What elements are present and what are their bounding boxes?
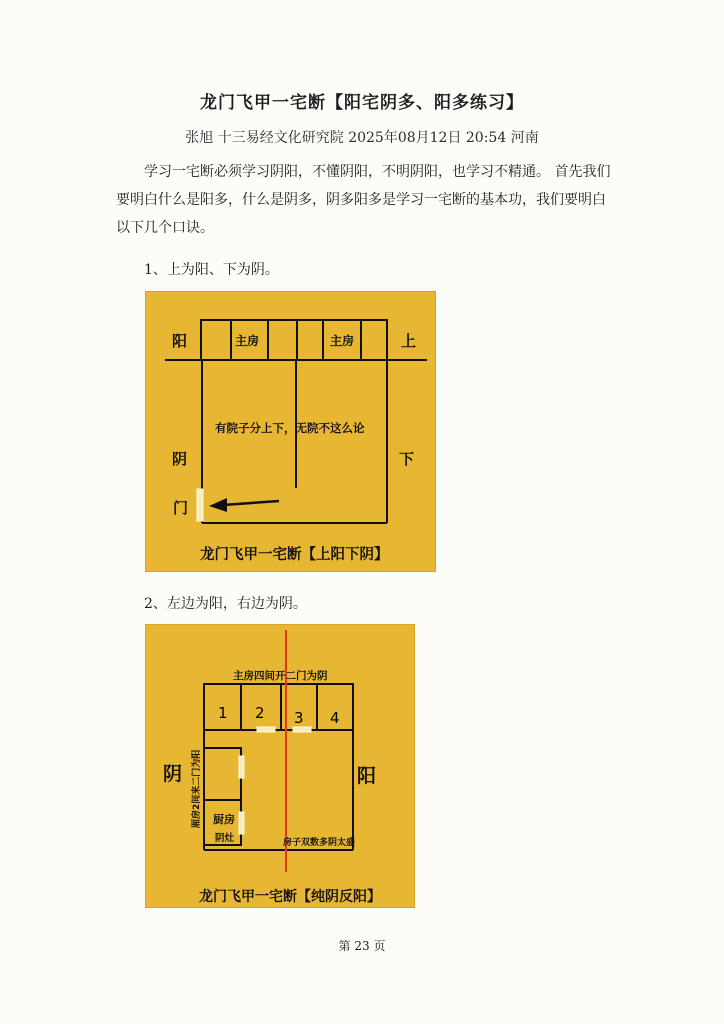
article-byline: 张旭 十三易经文化研究院 2025年08月12日 20:54 河南: [185, 130, 539, 146]
door-mark: [197, 489, 203, 521]
label-bottom-note: 房子双数多阴太盛: [283, 838, 356, 848]
label-main-room-b: 主房: [330, 334, 355, 348]
label-room-3: 3: [294, 709, 304, 727]
main-house-row: [201, 320, 387, 360]
figure2-caption: 龙门飞甲一宅断【纯阴反阳】: [199, 889, 381, 905]
label-side-room-note: 厢房2间来二门为阳: [192, 749, 202, 828]
figure-pure-yin-reverse-yang: [145, 624, 415, 908]
label-yang: 阳: [172, 332, 188, 350]
page-number: 第 23 页: [338, 939, 386, 953]
label-courtyard-note: 有院子分上下，无院不这么论: [215, 421, 365, 435]
label-door: 门: [173, 499, 189, 517]
intro-paragraph: 学习一宅断必须学习阴阳，不懂阴阳，不明阴阳，也学习不精通。 首先我们要明白什么是阳多，什么是阴多，阴多阳多是学习一宅断的基本功，我们要明白以下几个口诀。: [116, 164, 611, 236]
label-stove: 阴灶: [215, 833, 235, 844]
door-mark-side-2: [239, 812, 244, 834]
arrow-shaft: [223, 501, 279, 505]
article-title: 龙门飞甲一宅断【阳宅阴多、阳多练习】: [200, 93, 524, 113]
label-main-house-note: 主房四间开二门为阴: [233, 670, 328, 682]
label-xia: 下: [399, 450, 415, 468]
label-shang: 上: [401, 332, 417, 350]
door-mark-3: [293, 727, 311, 732]
figure1-diagram: [145, 291, 436, 572]
label-yang: 阳: [357, 765, 377, 787]
arrow-head: [209, 498, 227, 512]
label-room-1: 1: [218, 704, 228, 722]
door-mark-2: [257, 727, 275, 732]
figure2-diagram: [145, 624, 415, 908]
section-heading-2: 2、左边为阳，右边为阴。: [144, 596, 307, 612]
label-room-4: 4: [330, 709, 340, 727]
label-yin: 阴: [172, 450, 188, 468]
label-main-room-a: 主房: [235, 334, 260, 348]
section-heading-1: 1、上为阳、下为阴。: [144, 262, 279, 278]
label-kitchen: 厨房: [213, 813, 235, 826]
label-room-2: 2: [255, 704, 265, 722]
door-mark-side-1: [239, 756, 244, 778]
label-yin: 阴: [163, 763, 183, 785]
figure-upper-yang-lower-yin: [145, 291, 436, 572]
figure1-caption: 龙门飞甲一宅断【上阳下阴】: [200, 547, 389, 563]
side-room: [204, 748, 241, 845]
